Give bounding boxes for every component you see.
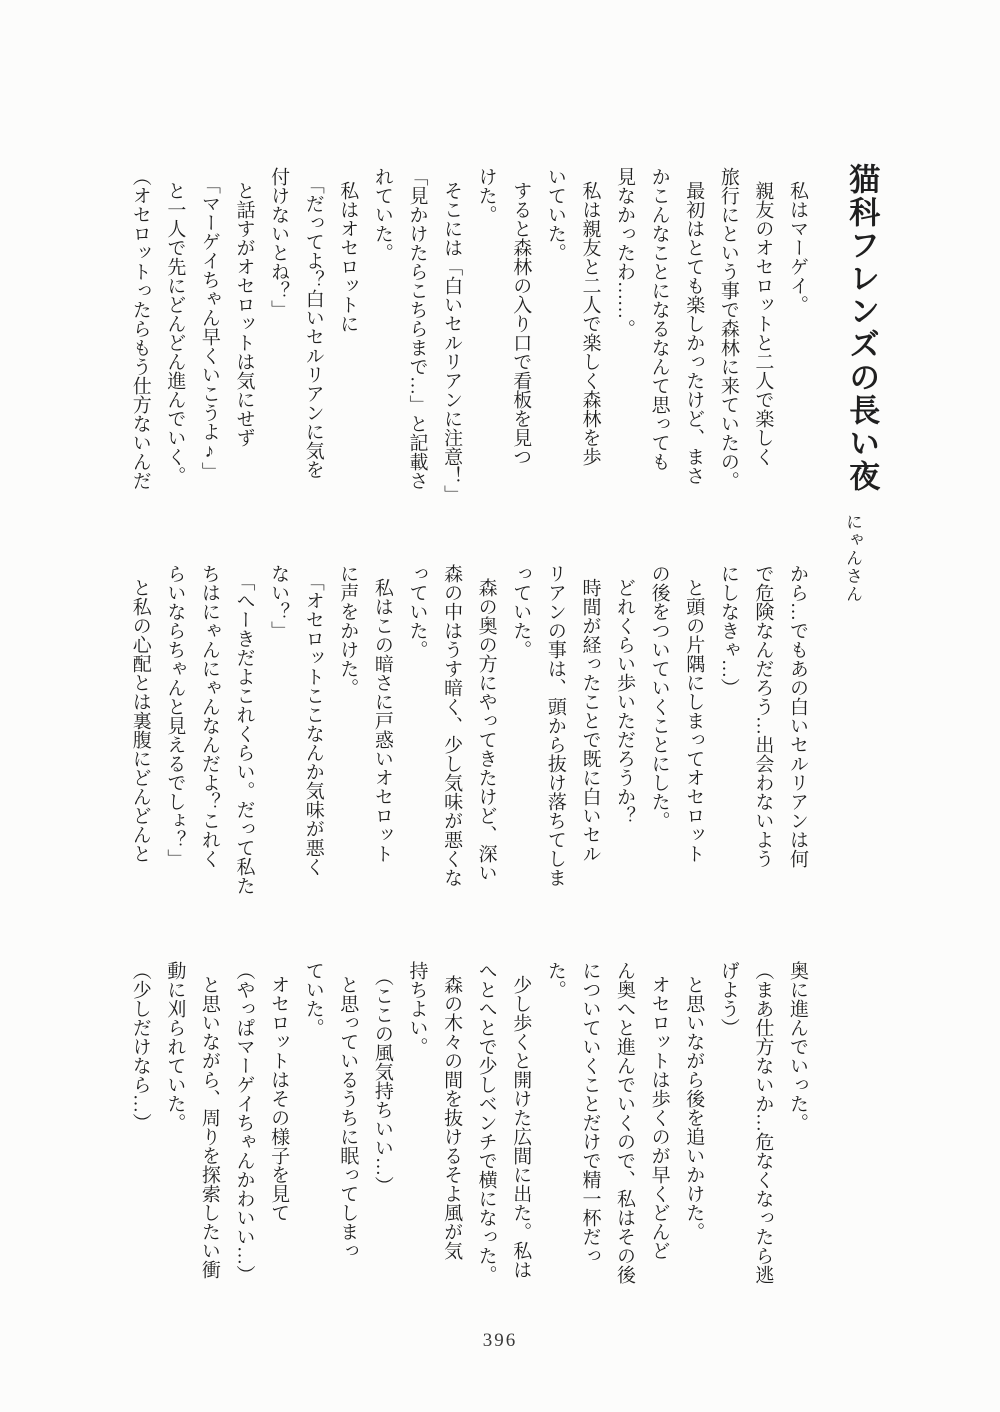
text-column: （まあ仕方ないか…危なくなったら逃	[752, 961, 774, 1284]
text-column: 「オセロットここなんか気味が悪く	[302, 571, 324, 876]
text-column: 私はオセロットに	[337, 181, 359, 334]
text-column: 旅行にという事で森林に来ていたの。	[717, 167, 739, 490]
text-column: と思っているうちに眠ってしまっ	[337, 975, 359, 1261]
page-number: 396	[482, 1330, 518, 1351]
text-column: 付けないとね？」	[268, 167, 290, 319]
text-column: 森の奥の方にやってきたけど、深い	[475, 578, 497, 883]
text-column: 「マーゲイちゃん早くいこうよ♪」	[198, 174, 220, 481]
text-column: どれくらい歩いただろうか？	[614, 578, 636, 826]
text-column: 親友のオセロットと二人で楽しく	[752, 181, 774, 467]
text-column: ていた。	[302, 961, 324, 1037]
text-column: た。	[544, 961, 566, 999]
text-column: ちはにゃんにゃんなんだよ？これく	[198, 564, 220, 868]
text-column: オセロットはその様子を見て	[268, 975, 290, 1223]
text-column: っていた。	[510, 564, 532, 659]
text-column: 森の木々の間を抜けるそよ風が気	[441, 975, 463, 1261]
text-column: （やっぱマーゲイちゃんかわいい…）	[233, 961, 255, 1284]
text-column: 見なかったわ……。	[614, 167, 636, 338]
text-column: 森の中はうす暗く、少し気味が悪くな	[441, 564, 463, 887]
text-column: にしなきゃ…）	[717, 564, 739, 697]
text-column: いていた。	[544, 167, 566, 262]
text-column: ん奥へと進んでいくので、私はその後	[614, 961, 636, 1284]
text-band-3	[120, 961, 814, 1325]
author-name: にゃんさん	[843, 513, 862, 603]
text-column: 動に刈られていた。	[164, 961, 186, 1132]
text-column: （少しだけなら…）	[129, 961, 151, 1132]
text-column: と私の心配とは裏腹にどんどんと	[129, 578, 151, 864]
text-column: から…でもあの白いセルリアンは何	[787, 564, 808, 868]
text-column: れていた。	[371, 167, 393, 262]
text-column: すると森林の入り口で看板を見つ	[510, 181, 532, 467]
text-column: と思いながら、周りを探索したい衝	[198, 975, 220, 1280]
text-column: と思いながら後を追いかけた。	[683, 975, 705, 1242]
text-column: そこには「白いセルリアンに注意！」	[441, 181, 463, 505]
text-column: （ここの風気持ちいい…）	[371, 966, 393, 1195]
text-column: （オセロットったらもう仕方ないんだ	[129, 167, 151, 490]
text-band-1	[120, 167, 814, 517]
text-column: オセロットは歩くのが早くどんど	[648, 975, 670, 1261]
text-column: げよう）	[717, 961, 739, 1037]
text-column: ない？」	[268, 564, 290, 640]
text-column: へとへとで少しベンチで横になった。	[475, 961, 497, 1284]
text-column: 私は親友と二人で楽しく森林を歩	[579, 181, 601, 467]
text-column: らいならちゃんと見えるでしょ？」	[164, 564, 186, 868]
text-column: と一人で先にどんどん進んでいく。	[164, 181, 186, 486]
text-band-2	[120, 564, 814, 926]
text-column: 持ちよい。	[406, 961, 428, 1056]
page-title: 猫科フレンズの長い夜	[844, 163, 880, 493]
text-column: 「へーきだよこれくらい。だって私た	[233, 571, 255, 895]
text-column: けた。	[475, 167, 497, 224]
text-column: かこんなことになるなんて思っても	[648, 167, 670, 471]
text-column: リアンの事は、頭から抜け落ちてしま	[544, 564, 566, 887]
text-column: 少し歩くと開けた広間に出た。私は	[510, 975, 532, 1280]
text-column: で危険なんだろう…出会わないよう	[752, 564, 774, 868]
text-column: についていくことだけで精一杯だっ	[579, 961, 601, 1265]
text-column: 私はこの暗さに戸惑いオセロット	[371, 578, 393, 864]
text-column: の後をついていくことにした。	[648, 564, 670, 830]
text-column: 最初はとても楽しかったけど、まさ	[683, 181, 705, 486]
text-column: 「見かけたらこちらまで…」と記載さ	[406, 167, 428, 490]
text-column: 私はマーゲイ。	[787, 181, 808, 315]
text-column: と話すがオセロットは気にせず	[233, 181, 255, 448]
text-column: 「だってよ？白いセルリアンに気を	[302, 174, 324, 479]
text-column: 時間が経ったことで既に白いセル	[579, 578, 601, 864]
text-column: 奥に進んでいった。	[787, 961, 808, 1132]
text-column: に声をかけた。	[337, 564, 359, 697]
text-column: と頭の片隅にしまってオセロット	[683, 578, 705, 864]
text-column: っていた。	[406, 564, 428, 659]
